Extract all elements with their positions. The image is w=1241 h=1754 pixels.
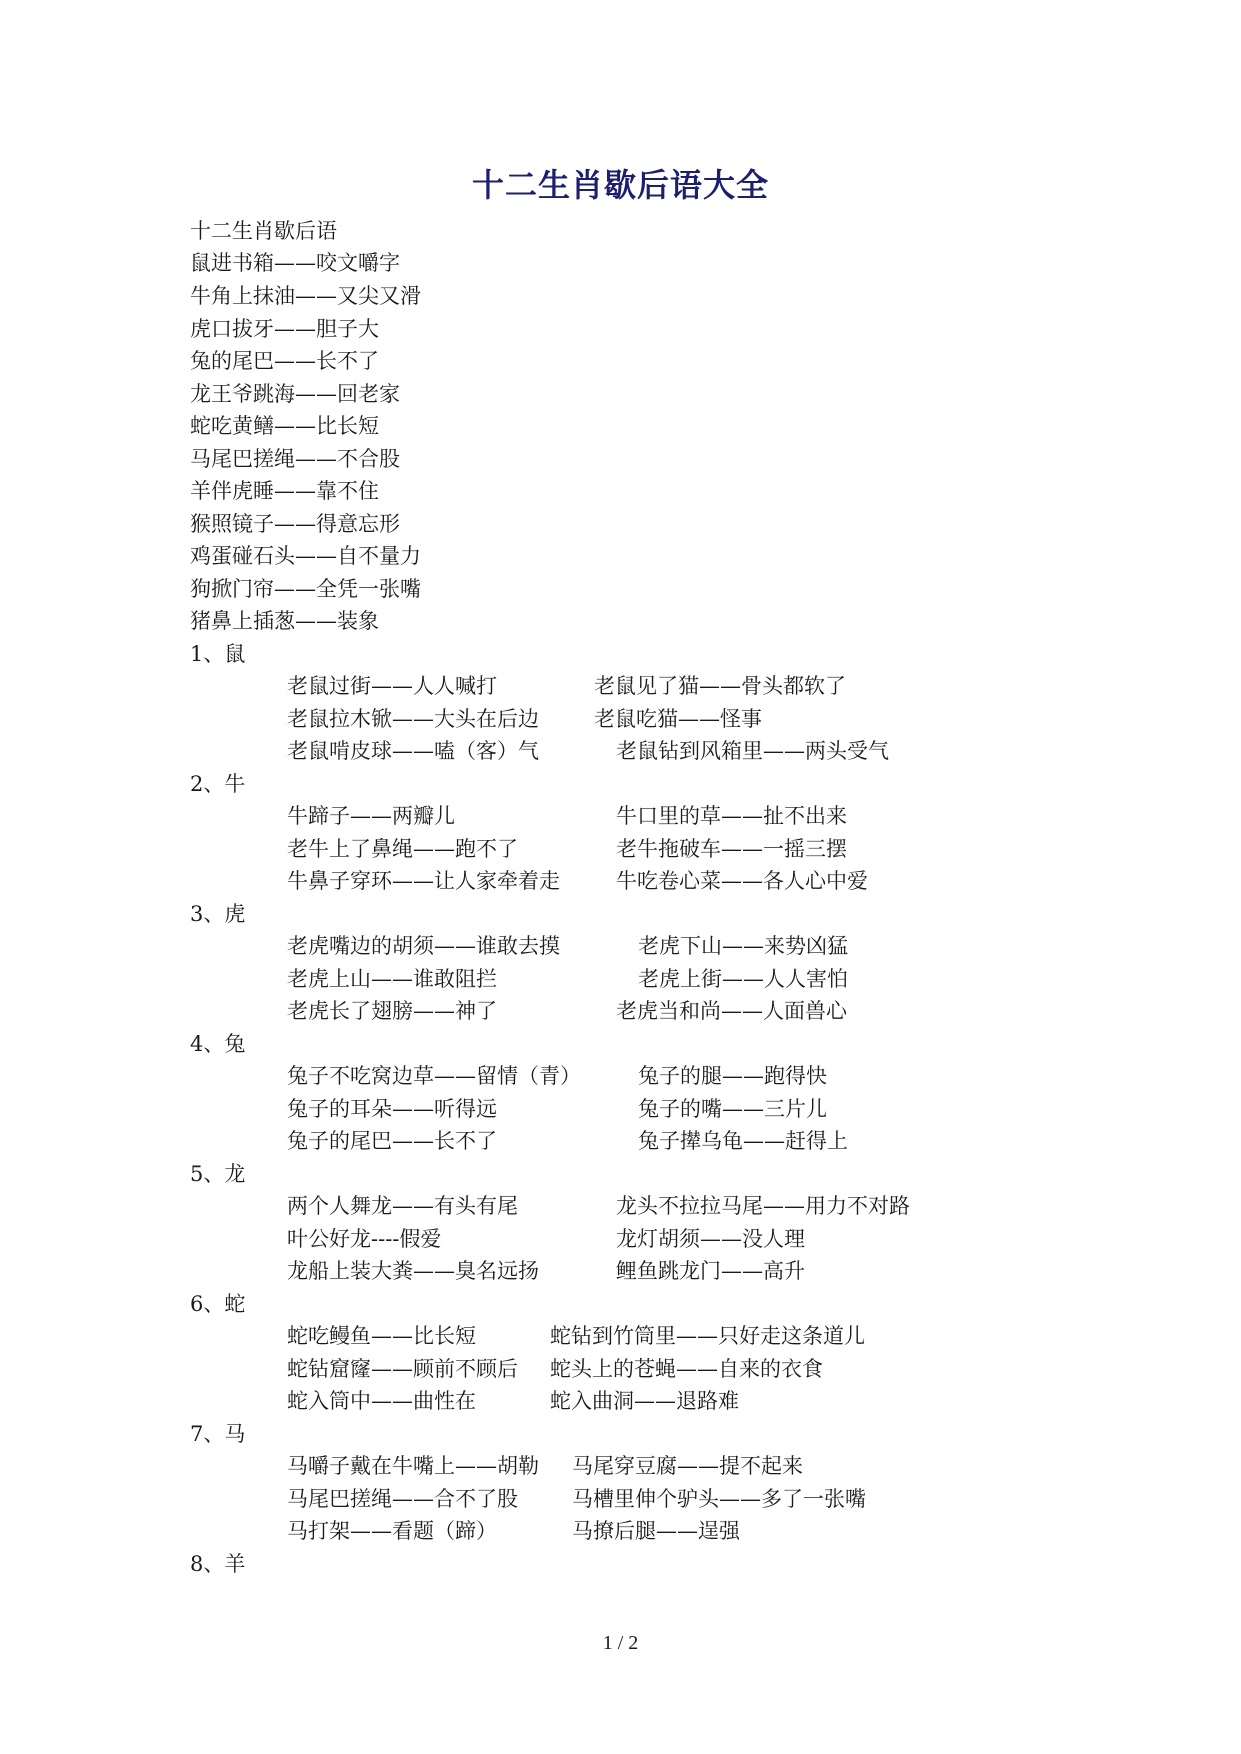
proverb-item: 牛吃卷心菜——各人心中爱 (616, 869, 868, 893)
section-heading-rat: 1、鼠 (190, 642, 246, 666)
page-title: 十二生肖歇后语大全 (471, 166, 769, 204)
intro-line: 马尾巴搓绳——不合股 (190, 447, 400, 471)
proverb-item: 老鼠吃猫——怪事 (594, 707, 762, 731)
proverb-item: 马撩后腿——逞强 (572, 1519, 740, 1543)
section-heading-goat: 8、羊 (190, 1552, 246, 1576)
proverb-item: 老虎长了翅膀——神了 (287, 999, 497, 1023)
proverb-item: 蛇入筒中——曲性在 (287, 1389, 476, 1413)
intro-heading: 十二生肖歇后语 (190, 219, 337, 243)
proverb-item: 老虎上街——人人害怕 (638, 967, 848, 991)
proverb-item: 蛇吃鳗鱼——比长短 (287, 1324, 476, 1348)
proverb-item: 兔子的尾巴——长不了 (287, 1129, 497, 1153)
proverb-item: 龙灯胡须——没人理 (616, 1227, 805, 1251)
intro-line: 虎口拔牙——胆子大 (190, 317, 379, 341)
proverb-item: 老虎嘴边的胡须——谁敢去摸 (287, 934, 560, 958)
proverb-item: 老牛拖破车——一摇三摆 (616, 837, 847, 861)
proverb-item: 老鼠见了猫——骨头都软了 (594, 674, 846, 698)
proverb-item: 牛蹄子——两瓣儿 (287, 804, 455, 828)
section-heading-tiger: 3、虎 (190, 902, 246, 926)
proverb-item: 蛇头上的苍蝇——自来的衣食 (550, 1357, 823, 1381)
proverb-item: 马槽里伸个驴头——多了一张嘴 (572, 1487, 866, 1511)
proverb-item: 兔子不吃窝边草——留情（青） (287, 1064, 581, 1088)
proverb-item: 龙船上装大粪——臭名远扬 (287, 1259, 539, 1283)
proverb-item: 马尾穿豆腐——提不起来 (572, 1454, 803, 1478)
intro-line: 龙王爷跳海——回老家 (190, 382, 400, 406)
proverb-item: 老虎下山——来势凶猛 (638, 934, 848, 958)
proverb-item: 老鼠钻到风箱里——两头受气 (616, 739, 889, 763)
proverb-item: 老鼠拉木锨——大头在后边 (287, 707, 539, 731)
proverb-item: 马嚼子戴在牛嘴上——胡勒 (287, 1454, 539, 1478)
proverb-item: 马尾巴搓绳——合不了股 (287, 1487, 518, 1511)
proverb-item: 兔子的腿——跑得快 (638, 1064, 827, 1088)
proverb-item: 兔子的嘴——三片儿 (638, 1097, 827, 1121)
page-number: 1 / 2 (602, 1632, 639, 1654)
proverb-item: 兔子的耳朵——听得远 (287, 1097, 497, 1121)
proverb-item: 蛇钻到竹筒里——只好走这条道儿 (550, 1324, 865, 1348)
proverb-item: 蛇入曲洞——退路难 (550, 1389, 739, 1413)
proverb-item: 两个人舞龙——有头有尾 (287, 1194, 518, 1218)
proverb-item: 老牛上了鼻绳——跑不了 (287, 837, 518, 861)
intro-line: 猴照镜子——得意忘形 (190, 512, 400, 536)
section-heading-ox: 2、牛 (190, 772, 246, 796)
intro-line: 蛇吃黄鳝——比长短 (190, 414, 379, 438)
section-heading-snake: 6、蛇 (190, 1292, 246, 1316)
proverb-item: 龙头不拉拉马尾——用力不对路 (616, 1194, 910, 1218)
proverb-item: 马打架——看题（蹄） (287, 1519, 497, 1543)
proverb-item: 牛鼻子穿环——让人家牵着走 (287, 869, 560, 893)
intro-line: 鼠进书箱——咬文嚼字 (190, 251, 400, 275)
proverb-item: 老虎当和尚——人面兽心 (616, 999, 847, 1023)
section-heading-horse: 7、马 (190, 1422, 246, 1446)
intro-line: 鸡蛋碰石头——自不量力 (190, 544, 421, 568)
proverb-item: 老鼠啃皮球——嗑（客）气 (287, 739, 539, 763)
proverb-item: 鲤鱼跳龙门——高升 (616, 1259, 805, 1283)
proverb-item: 蛇钻窟窿——顾前不顾后 (287, 1357, 518, 1381)
intro-line: 牛角上抹油——又尖又滑 (190, 284, 421, 308)
proverb-item: 牛口里的草——扯不出来 (616, 804, 847, 828)
proverb-item: 老虎上山——谁敢阻拦 (287, 967, 497, 991)
proverb-item: 兔子撵乌龟——赶得上 (638, 1129, 848, 1153)
proverb-item: 叶公好龙----假爱 (287, 1227, 442, 1251)
proverb-item: 老鼠过街——人人喊打 (287, 674, 497, 698)
section-heading-rabbit: 4、兔 (190, 1032, 246, 1056)
intro-line: 羊伴虎睡——靠不住 (190, 479, 379, 503)
section-heading-dragon: 5、龙 (190, 1162, 246, 1186)
intro-line: 狗掀门帘——全凭一张嘴 (190, 577, 421, 601)
intro-line: 兔的尾巴——长不了 (190, 349, 379, 373)
intro-line: 猪鼻上插葱——装象 (190, 609, 379, 633)
